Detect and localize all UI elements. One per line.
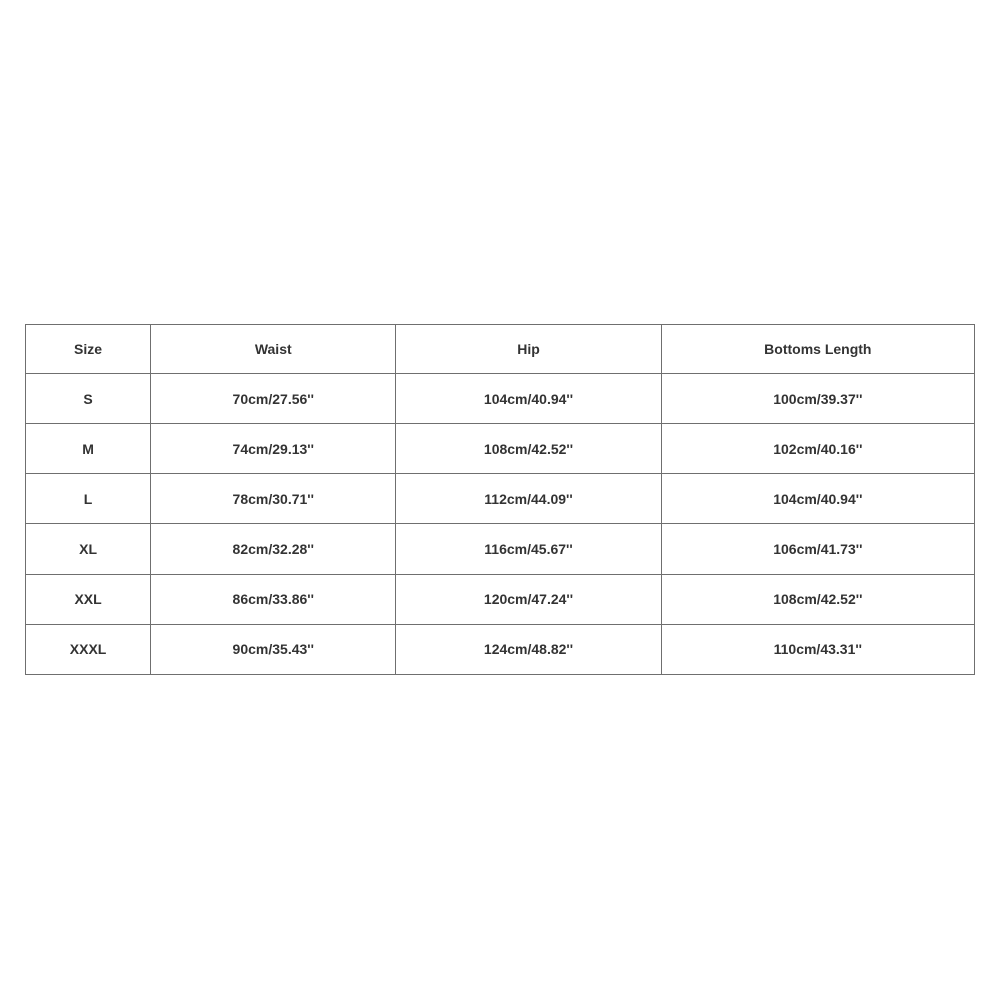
header-bottoms-length: Bottoms Length [661, 325, 974, 374]
table-row [26, 424, 975, 474]
cell-length: 108cm/42.52'' [661, 574, 974, 624]
cell-hip: 120cm/47.24'' [396, 574, 661, 624]
header-waist: Waist [151, 325, 396, 374]
cell-hip: 108cm/42.52'' [396, 424, 661, 474]
cell-hip: 116cm/45.67'' [396, 524, 661, 574]
size-chart-table [25, 324, 975, 675]
table-row [26, 524, 975, 574]
cell-waist: 90cm/35.43'' [151, 624, 396, 674]
cell-waist: 78cm/30.71'' [151, 474, 396, 524]
cell-length: 102cm/40.16'' [661, 424, 974, 474]
cell-length: 104cm/40.94'' [661, 474, 974, 524]
cell-waist: 70cm/27.56'' [151, 374, 396, 424]
cell-hip: 112cm/44.09'' [396, 474, 661, 524]
cell-size: XXXL [26, 624, 151, 674]
cell-waist: 82cm/32.28'' [151, 524, 396, 574]
cell-size: XL [26, 524, 151, 574]
cell-length: 106cm/41.73'' [661, 524, 974, 574]
table-header-row [26, 325, 975, 374]
cell-length: 110cm/43.31'' [661, 624, 974, 674]
cell-size: M [26, 424, 151, 474]
cell-length: 100cm/39.37'' [661, 374, 974, 424]
cell-waist: 74cm/29.13'' [151, 424, 396, 474]
cell-size: XXL [26, 574, 151, 624]
cell-hip: 124cm/48.82'' [396, 624, 661, 674]
cell-waist: 86cm/33.86'' [151, 574, 396, 624]
cell-size: L [26, 474, 151, 524]
header-size: Size [26, 325, 151, 374]
cell-size: S [26, 374, 151, 424]
table-row [26, 374, 975, 424]
cell-hip: 104cm/40.94'' [396, 374, 661, 424]
table-row [26, 474, 975, 524]
header-hip: Hip [396, 325, 661, 374]
table-row [26, 624, 975, 674]
table-row [26, 574, 975, 624]
